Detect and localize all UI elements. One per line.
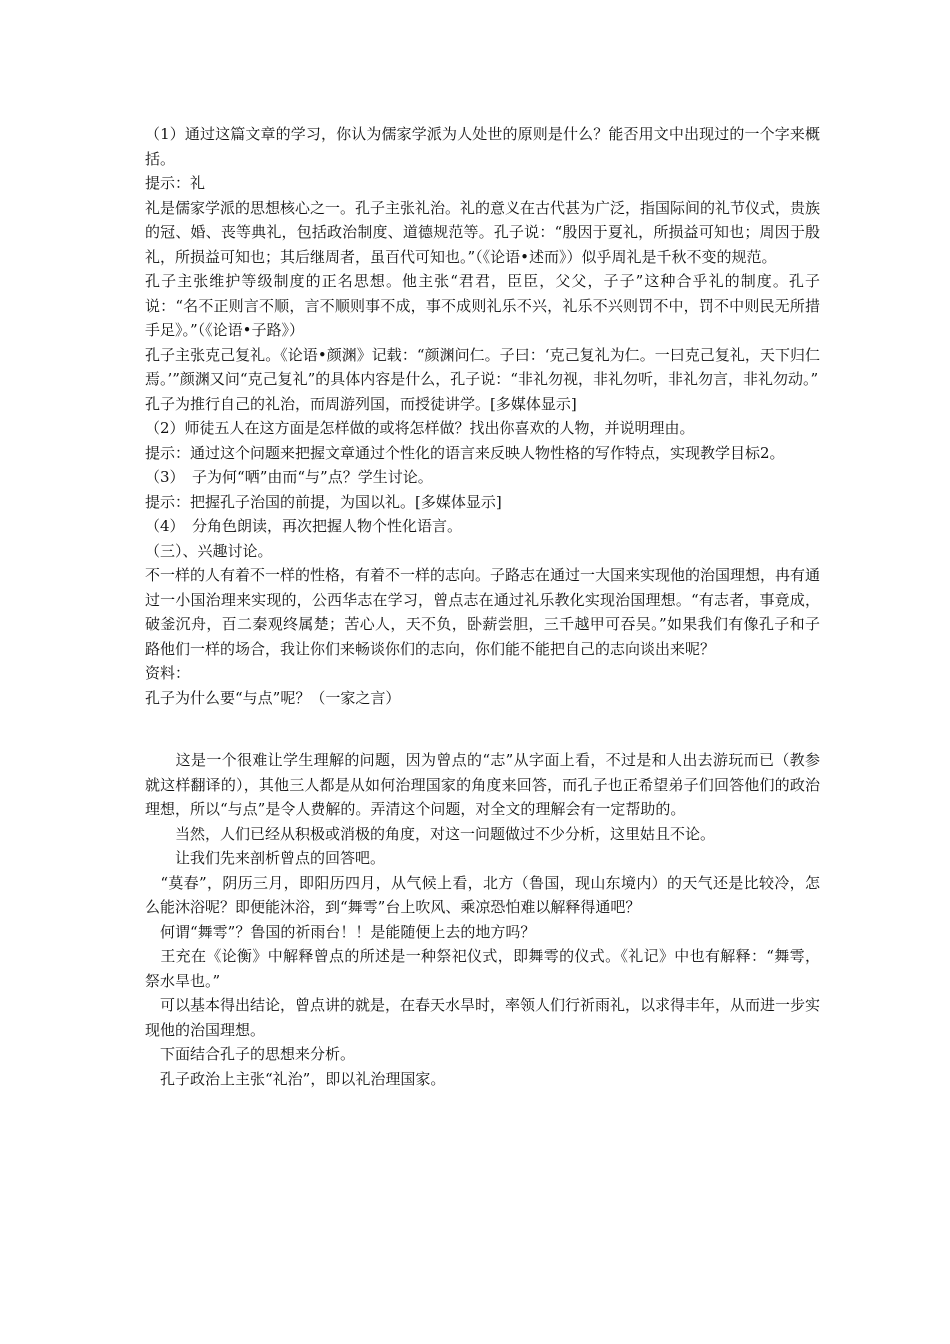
essay-paragraph-1: 这是一个很难让学生理解的问题，因为曾点的“志”从字面上看，不过是和人出去游玩而已（教参就这样翻译的），其他三人都是从如何治理国家的角度来回答，而孔子也正希望弟子们回答他们的政治理想，所以“与点”是令人费解的。弄清这个问题，对全文的理解会有一定帮助的。: [145, 751, 820, 818]
essay-paragraph-2: 当然，人们已经从积极或消极的角度，对这一问题做过不少分析，这里姑且不论。: [145, 824, 716, 843]
materials-title: 孔子为什么要“与点”呢？（一家之言）: [145, 688, 401, 707]
section-heading-interest: （三）、兴趣讨论。: [145, 541, 273, 560]
paragraph-keji-fuli: 孔子主张克己复礼。《论语•颜渊》记载：“颜渊问仁。子曰：‘克己复礼为仁。一曰克己复礼，天下归仁焉。’”颜渊又问“克己复礼”的具体内容是什么，孔子说：“非礼勿视，非礼勿听，非礼勿言，非礼勿动。”: [145, 345, 820, 388]
essay-paragraph-6: 王充在《论衡》中解释曾点的所述是一种祭祀仪式，即舞雩的仪式。《礼记》中也有解释：“舞雩，祭水旱也。”: [145, 947, 820, 990]
question-3: （3） 子为何“哂”由而“与”点？学生讨论。: [145, 468, 433, 486]
paragraph-ambitions: 不一样的人有着不一样的性格，有着不一样的志向。子路志在通过一大国来实现他的治国理想，冉有通过一小国治理来实现的，公西华志在学习，曾点志在通过礼乐教化实现治国理想。“有志者，事竟成，破釜沉舟，百二秦观终属楚；苦心人，天不负，卧薪尝胆，三千越甲可吞吴。”如果我们有像孔子和子路他们一样的场合，我让你们来畅谈你们的志向，你们能不能把自己的志向谈出来呢？: [145, 566, 821, 658]
paragraph-zhouyou: 孔子为推行自己的礼治，而周游列国，而授徒讲学。[多媒体显示]: [145, 394, 577, 413]
essay-paragraph-3: 让我们先来剖析曾点的回答吧。: [145, 849, 386, 867]
document-body: [145, 122, 820, 1091]
materials-label: 资料：: [145, 664, 191, 682]
essay-paragraph-9: 孔子政治上主张“礼治”，即以礼治理国家。: [145, 1069, 446, 1088]
essay-paragraph-7: 可以基本得出结论，曾点讲的就是，在春天水旱时，率领人们行祈雨礼，以求得丰年，从而进一步实现他的治国理想。: [145, 996, 821, 1039]
question-2: （2）师徒五人在这方面是怎样做的或将怎样做？找出你喜欢的人物，并说明理由。: [145, 419, 695, 437]
essay-paragraph-5: 何谓“舞雩”？鲁国的祈雨台！！是能随便上去的地方吗？: [145, 922, 536, 941]
hint-label: 提示：礼: [145, 174, 206, 192]
hint-question-3: 提示：把握孔子治国的前提，为国以礼。[多媒体显示]: [145, 492, 502, 511]
paragraph-zhengming: 孔子主张维护等级制度的正名思想。他主张“君君，臣臣，父父，子子”这种合乎礼的制度。孔子说：“名不正则言不顺，言不顺则事不成，事不成则礼乐不兴，礼乐不兴则罚不中，罚不中则民无所措手足》。”（《论语•子路》）: [145, 272, 820, 339]
blank-line: [145, 710, 820, 748]
essay-paragraph-4: “莫春”，阴历三月，即阳历四月，从气候上看，北方（鲁国，现山东境内）的天气还是比较冷，怎么能沐浴呢？即便能沐浴，到“舞雩”台上吹风、乘凉恐怕难以解释得通吧？: [145, 873, 820, 916]
hint-question-2: 提示：通过这个问题来把握文章通过个性化的语言来反映人物性格的写作特点，实现教学目标2。: [145, 443, 785, 462]
paragraph-li-core: 礼是儒家学派的思想核心之一。孔子主张礼治。礼的意义在古代甚为广泛，指国际间的礼节仪式，贵族的冠、婚、丧等典礼，包括政治制度、道德规范等。孔子说：“殷因于夏礼，所损益可知也；周因于殷礼，所损益可知也；其后继周者，虽百代可知也。”（《论语•述而》）似乎周礼是千秋不变的规范。: [145, 198, 821, 266]
essay-paragraph-8: 下面结合孔子的思想来分析。: [145, 1045, 356, 1063]
question-1: （1）通过这篇文章的学习，你认为儒家学派为人处世的原则是什么？能否用文中出现过的一个字来概括。: [145, 125, 820, 168]
question-4: （4） 分角色朗读，再次把握人物个性化语言。: [145, 517, 463, 535]
